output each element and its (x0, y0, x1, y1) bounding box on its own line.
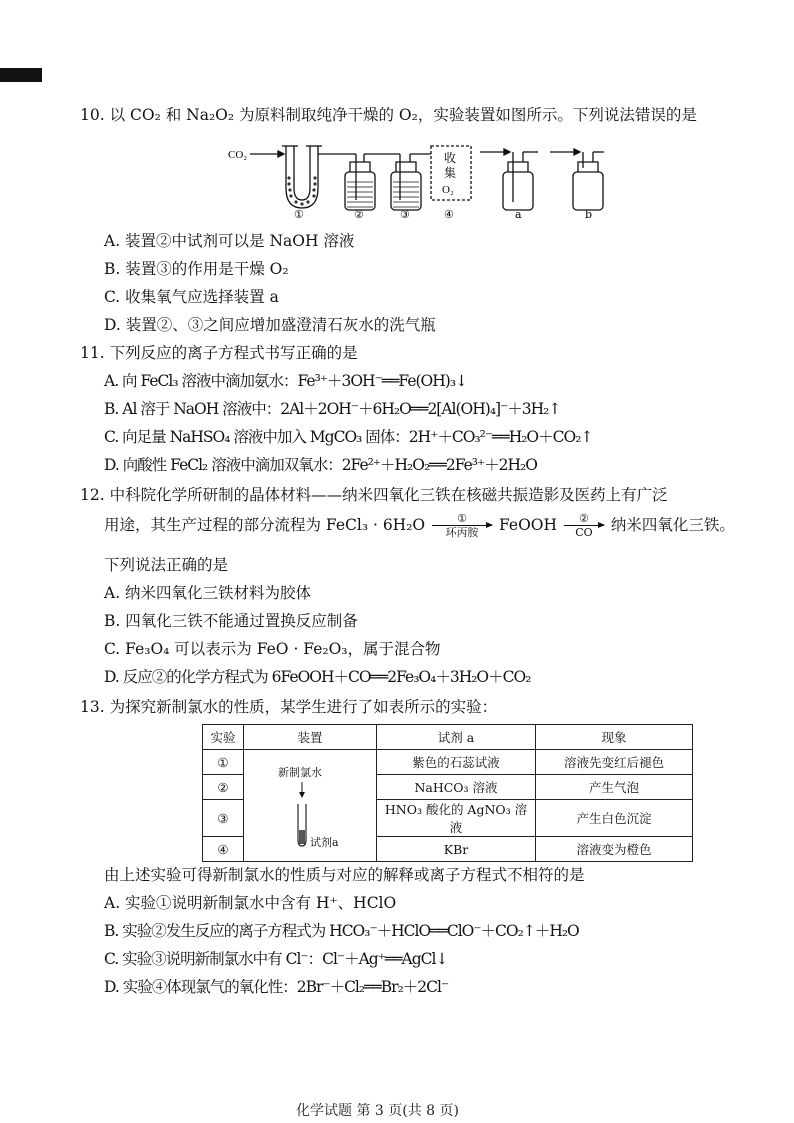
q10-label-3: ③ (400, 208, 410, 220)
row-2-reagent: NaHCO₃ 溶液 (377, 775, 536, 800)
table-header-row (203, 725, 693, 750)
test-tube-icon (244, 756, 368, 856)
q10-option-c: C. 收集氧气应选择装置 a (104, 288, 279, 306)
q10-option-b: B. 装置③的作用是干燥 O₂ (104, 260, 289, 278)
row-1-no: ① (203, 750, 244, 775)
q11-option-d: D. 向酸性 FeCl₂ 溶液中滴加双氧水：2Fe²⁺＋H₂O₂══2Fe³⁺＋2H₂O (104, 456, 537, 474)
q12-option-a: A. 纳米四氧化三铁材料为胶体 (104, 584, 312, 602)
q12-arrow-2 (564, 513, 604, 539)
row-1-reagent: 紫色的石蕊试液 (377, 750, 536, 775)
col-header-phenomenon: 现象 (536, 725, 693, 750)
col-header-reagent: 试剂 a (377, 725, 536, 750)
q13-option-b: B. 实验②发生反应的离子方程式为 HCO₃⁻＋HClO══ClO⁻＋CO₂↑＋H₂O (104, 922, 579, 940)
row-4-phenomenon: 溶液变为橙色 (536, 837, 693, 862)
q10-label-a: a (515, 208, 522, 220)
q10-label-4: ④ (444, 208, 454, 220)
q12-arrow-1 (432, 513, 492, 539)
page-corner-marker (0, 68, 42, 82)
q12-flow-end: 纳米四氧化三铁。 (610, 516, 735, 534)
q13-option-d: D. 实验④体现氯气的氧化性：2Br⁻＋Cl₂══Br₂＋2Cl⁻ (104, 978, 449, 996)
q10-stem: 10. 以 CO₂ 和 Na₂O₂ 为原料制取纯净干燥的 O₂，实验装置如图所示。下列说法错误的是 (80, 106, 697, 124)
row-3-phenomenon: 产生白色沉淀 (536, 800, 693, 837)
q11-option-c: C. 向足量 NaHSO₄ 溶液中加入 MgCO₃ 固体：2H⁺＋CO₃²⁻══H₂O＋CO₂↑ (104, 428, 593, 446)
q10-collect-o2: O₂ (442, 184, 454, 196)
q12-arrow-1-bottom: 环丙胺 (445, 526, 479, 539)
q13-experiment-table (202, 724, 693, 862)
q11-option-a: A. 向 FeCl₃ 溶液中滴加氨水：Fe³⁺＋3OH⁻══Fe(OH)₃↓ (104, 372, 468, 390)
page-footer: 化学试题 第 3 页(共 8 页) (296, 1103, 459, 1119)
q12-question: 下列说法正确的是 (104, 556, 229, 574)
q10-collect-char-2: 集 (444, 166, 457, 180)
q12-flow-line (104, 512, 735, 542)
row-2-no: ② (203, 775, 244, 800)
q12-arrow-2-top: ② (579, 512, 589, 525)
apparatus-chlorine-label: 新制氯水 (278, 765, 322, 779)
apparatus-reagent-label: 试剂a (310, 835, 339, 849)
q10-label-b: b (585, 208, 593, 220)
q10-label-2: ② (354, 208, 364, 220)
q10-collect-char-1: 收 (444, 151, 457, 165)
table-row (203, 750, 693, 775)
q12-option-d: D. 反应②的化学方程式为 6FeOOH＋CO══2Fe₃O₄＋3H₂O＋CO₂ (104, 668, 531, 686)
apparatus-cell (244, 750, 377, 862)
q11-option-b: B. Al 溶于 NaOH 溶液中：2Al＋2OH⁻＋6H₂O══2[Al(OH)₄]⁻＋3H₂↑ (104, 400, 561, 418)
q10-option-d: D. 装置②、③之间应增加盛澄清石灰水的洗气瓶 (104, 316, 436, 334)
row-3-reagent: HNO₃ 酸化的 AgNO₃ 溶液 (377, 800, 536, 837)
q12-arrow-1-top: ① (457, 512, 467, 525)
q10-inlet-label: CO₂ (228, 149, 248, 161)
q13-option-c: C. 实验③说明新制氯水中有 Cl⁻：Cl⁻＋Ag⁺══AgCl↓ (104, 950, 448, 968)
row-2-phenomenon: 产生气泡 (536, 775, 693, 800)
q12-arrow-2-bottom: CO (575, 526, 593, 539)
q12-flow-start: 用途，其生产过程的部分流程为 FeCl₃ · 6H₂O (104, 516, 426, 534)
row-4-no: ④ (203, 837, 244, 862)
col-header-apparatus: 装置 (244, 725, 377, 750)
q10-label-1: ① (294, 208, 304, 220)
row-4-reagent: KBr (377, 837, 536, 862)
q13-question: 由上述实验可得新制氯水的性质与对应的解释或离子方程式不相符的是 (104, 866, 585, 884)
q12-stem-line1: 12. 中科院化学所研制的晶体材料——纳米四氧化三铁在核磁共振造影及医药上有广泛 (80, 486, 668, 504)
q12-option-c: C. Fe₃O₄ 可以表示为 FeO · Fe₂O₃，属于混合物 (104, 640, 441, 658)
q11-stem: 11. 下列反应的离子方程式书写正确的是 (80, 344, 358, 362)
row-3-no: ③ (203, 800, 244, 837)
q10-apparatus-figure (228, 138, 608, 220)
q13-option-a: A. 实验①说明新制氯水中含有 H⁺、HClO (104, 894, 397, 912)
q10-option-a: A. 装置②中试剂可以是 NaOH 溶液 (104, 232, 355, 250)
q13-stem: 13. 为探究新制氯水的性质，某学生进行了如表所示的实验： (80, 698, 498, 716)
q12-option-b: B. 四氧化三铁不能通过置换反应制备 (104, 612, 358, 630)
col-header-experiment: 实验 (203, 725, 244, 750)
q12-flow-mid: FeOOH (499, 516, 558, 534)
row-1-phenomenon: 溶液先变红后褪色 (536, 750, 693, 775)
